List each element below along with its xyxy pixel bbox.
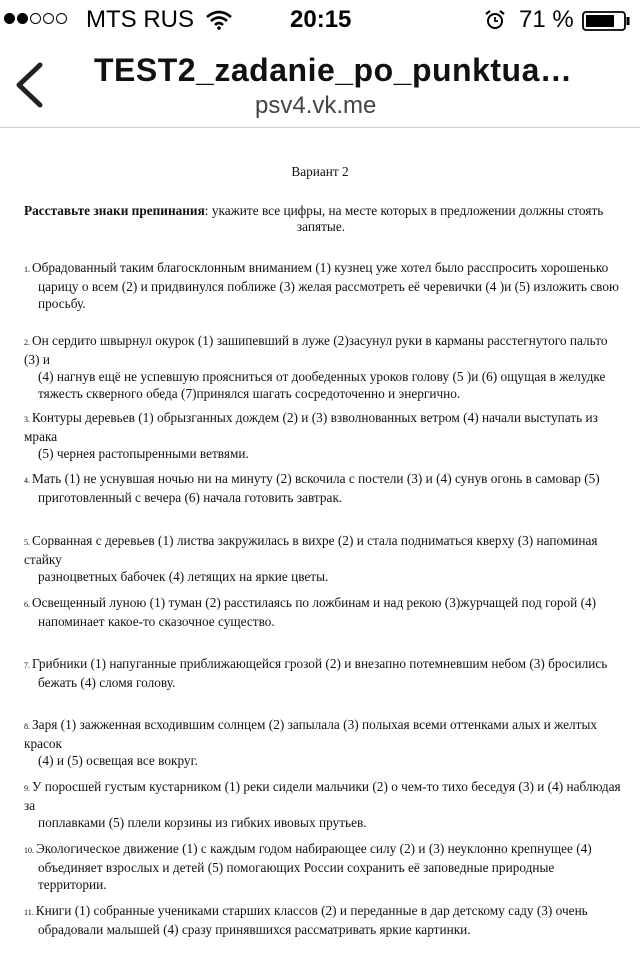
wifi-icon	[206, 10, 232, 30]
page-title: TEST2_zadanie_po_punktua…	[94, 52, 573, 88]
list-item: 8. Заря (1) зажженная всходившим солнцем (2) запылала (3) полыхая всеми оттенками алых и желтых красок (4) и (5) освещая все вокруг.	[24, 717, 598, 768]
list-item: 7. Грибники (1) напуганные приближающейся грозой (2) и внезапно потемневшим небом (3) бросились бежать (4) сломя голову.	[24, 656, 608, 690]
signal-strength-icon	[4, 13, 67, 24]
status-bar	[0, 0, 640, 40]
list-item: 4. Мать (1) не уснувшая ночью ни на минуту (2) вскочила с постели (3) и (4) сунув огонь в самовар (5) приготовленный с вечера (6) начала готовить завтрак.	[24, 471, 600, 505]
task-text: : укажите все цифры, на месте которых в предложении должны стоять	[204, 203, 604, 218]
task-text-line2: запятые.	[296, 219, 346, 234]
navigation-bar	[0, 40, 640, 128]
variant-heading: Вариант 2	[291, 164, 349, 179]
battery-percentage: 71 %	[519, 6, 574, 33]
task-bold-text: Расставьте знаки препинания	[24, 203, 205, 218]
battery-icon	[582, 11, 630, 31]
list-item: 5. Сорванная с деревьев (1) листва закружилась в вихре (2) и стала подниматься кверху (3) напоминая стайку разноцветных бабочек (4) летящих на яркие цветы.	[24, 533, 598, 584]
task-instructions	[24, 203, 618, 235]
back-chevron-icon[interactable]	[14, 62, 44, 108]
list-item: 6. Освещенный луною (1) туман (2) расстилаясь по ложбинам и над рекою (3)журчащей под горой (4) напоминает какое-то сказочное существо.	[24, 595, 597, 629]
list-item: 3. Контуры деревьев (1) обрызганных дождем (2) и (3) взволнованных ветром (4) начали выступать из мрака (5) чернея растопыренными ветвями.	[24, 410, 598, 461]
list-item: 10. Экологическое движение (1) с каждым годом набирающее силу (2) и (3) неуклонно крепнущее (4) объединяет взрослых и детей (5) помогающих России сохранить её заповедные природные территории.	[24, 841, 592, 892]
document-view	[0, 128, 640, 960]
list-item: 11. Книги (1) собранные учениками старших классов (2) и переданные в дар детскому саду (3) очень обрадовали малышей (4) сразу принявшихся рассматривать яркие картинки.	[24, 903, 588, 937]
list-item: 1. Обрадованный таким благосклонным вниманием (1) кузнец уже хотел было расспросить хорошенько царицу о всем (2) и придвинулся поближе (3) желая рассмотреть её черевички (4 )и (5) изложить свою просьбу.	[24, 260, 619, 311]
page-url: psv4.vk.me	[255, 92, 377, 119]
list-item: 9. У поросшей густым кустарником (1) реки сидели мальчики (2) о чем-то тихо беседуя (3) и (4) наблюдая за поплавками (5) плели корзины из гибких ивовых прутьев.	[24, 779, 621, 830]
alarm-clock-icon	[484, 9, 506, 31]
list-item: 2. Он сердито швырнул окурок (1) зашипевший в луже (2)засунул руки в карманы расстегнутого пальто (3) и (4) нагнув ещё не успевшую проясниться от дообеденных уроков голову (5 )и (6) ощущая в желудке тяжесть скверного обеда (7)принялся шагать сосредоточенно и энергично.	[24, 333, 608, 401]
carrier-name: MTS RUS	[86, 6, 194, 33]
clock: 20:15	[290, 6, 352, 33]
